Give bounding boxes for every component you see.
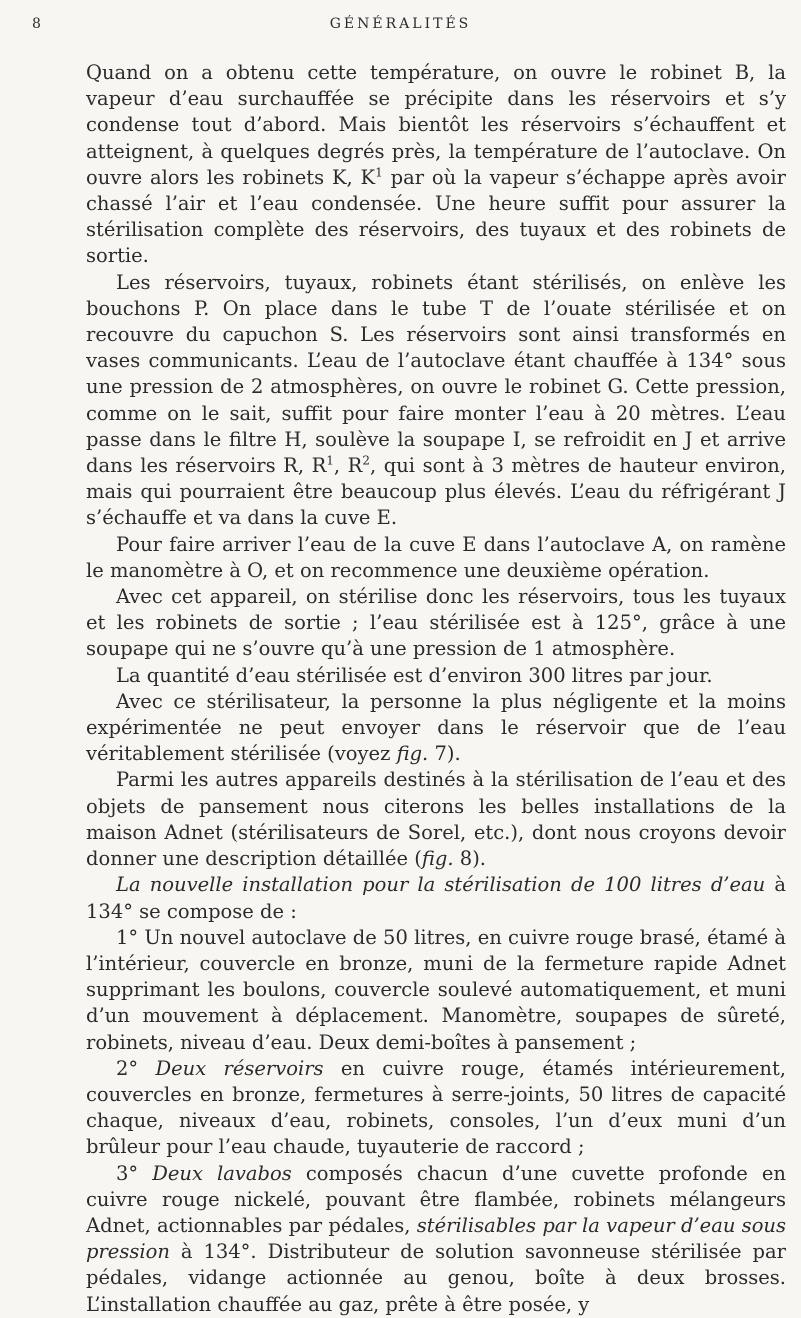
- paragraph: [86, 925, 786, 1056]
- text-run: 7).: [428, 742, 461, 766]
- paragraph: [86, 663, 786, 689]
- text-run: , qui sont à 3 mètres de hauteur environ, mais qui pourraient être beaucoup plus élevés. L’eau du réfrigérant J s’échauffe et va dans la cuve E.: [86, 454, 786, 530]
- text-run: à 134°. Distributeur de solution savonneuse stérilisée par pédales, vidange actionnée au genou, boîte à deux brosses. L’installation chauffée au gaz, prête à être posée, y: [86, 1240, 786, 1316]
- paragraph: [86, 60, 786, 270]
- text-run: 1° Un nouvel autoclave de 50 litres, en cuivre rouge brasé, étamé à l’intérieur, couvercle en bronze, muni de la fermeture rapide Adnet supprimant les boulons, couvercle soulevé automatiquement, et muni d’un mouvement à déplacement. Manomètre, soupapes de sûreté, robinets, niveau d’eau. Deux demi-boîtes à pansement ;: [86, 925, 786, 1054]
- text-run: Pour faire arriver l’eau de la cuve E dans l’autoclave A, on ramène le manomètre à O, et on recommence une deuxième opération.: [86, 532, 786, 582]
- paragraph: [86, 767, 786, 872]
- text-run: Avec ce stérilisateur, la personne la plus négligente et la moins expérimentée ne peut envoyer dans le réservoir que de l’eau véritablement stérilisée (voyez: [86, 689, 786, 766]
- text-run: , R: [333, 454, 363, 478]
- paragraph: [86, 584, 786, 663]
- text-run: composés chacun d’une cuvette profonde en cuivre rouge nickelé, pouvant être flambée, robinets mélangeurs Adnet, actionnables par pédales,: [86, 1161, 786, 1237]
- italic-text: Deux réservoirs: [155, 1056, 324, 1080]
- text-run: à 134° se compose de :: [86, 873, 787, 923]
- paragraph: [86, 270, 786, 532]
- text-run: 3°: [116, 1161, 153, 1185]
- text-run: Parmi les autres appareils destinés à la stérilisation de l’eau et des objets de pansement nous citerons les belles installations de la maison Adnet (stérilisateurs de Sorel, etc.), dont nous croyons devoir donner une description détaillée (: [86, 768, 786, 871]
- text-run: 8).: [453, 847, 487, 871]
- superscript: 1: [375, 165, 383, 180]
- text-run: Les réservoirs, tuyaux, robinets étant stérilisés, on enlève les bouchons P. On place dans le tube T de l’ouate stérilisée et on recouvre du capuchon S. Les réservoirs sont ainsi transformés en vases communicants. L’eau de l’autoclave étant chauffée à 134° sous une pression de 2 atmosphères, on ouvre le robinet G. Cette pression, comme on le sait, suffit pour faire monter l’eau à 20 mètres. L’eau passe dans le filtre H, soulève la soupape I, se refroidit en J et arrive dans les réservoirs R, R: [86, 270, 786, 478]
- text-run: Avec cet appareil, on stérilise donc les réservoirs, tous les tuyaux et les robinets de sortie ; l’eau stérilisée est à 125°, grâce à une soupape qui ne s’ouvre qu’à une pression de 1 atmosphère.: [86, 585, 786, 661]
- text-run: La quantité d’eau stérilisée est d’environ 300 litres par jour.: [116, 663, 713, 687]
- superscript: 2: [362, 453, 370, 468]
- page-number: 8: [32, 16, 42, 32]
- text-run: 2°: [116, 1056, 156, 1080]
- paragraph: [86, 1161, 786, 1318]
- text-run: Quand on a obtenu cette température, on ouvre le robinet B, la vapeur d’eau surchauffée se précipite dans les réservoirs et s’y condense tout d’abord. Mais bientôt les réservoirs s’échauffent et atteignent, à quelques degrés près, la température de l’autoclave. On ouvre alors les robinets K, K: [86, 61, 786, 189]
- running-title: GÉNÉRALITÉS: [329, 16, 472, 32]
- paragraph: [86, 872, 786, 924]
- paragraph: [86, 1056, 786, 1161]
- italic-text: La nouvelle installation pour la stérilisation de 100 litres d’eau: [116, 873, 766, 897]
- italic-text: Deux lavabos: [152, 1161, 292, 1185]
- superscript: 1: [326, 453, 334, 468]
- text-run: par où la vapeur s’échappe après avoir chassé l’air et l’eau condensée. Une heure suffit pour assurer la stérilisation complète des réservoirs, des tuyaux et des robinets de sortie.: [86, 165, 786, 268]
- paragraph: [86, 532, 786, 584]
- body-text: [86, 60, 786, 1318]
- text-run: en cuivre rouge, étamés intérieurement, couvercles en bronze, fermetures à serre-joints, 50 litres de capacité chaque, niveaux d’eau, robinets, consoles, l’un d’eux muni d’un brûleur pour l’eau chaude, tuyauterie de raccord ;: [86, 1056, 786, 1159]
- paragraph: [86, 689, 786, 768]
- italic-text: fig.: [421, 847, 454, 871]
- italic-text: fig.: [396, 742, 429, 766]
- italic-text: stérilisables par la vapeur d’eau sous pression: [86, 1213, 786, 1264]
